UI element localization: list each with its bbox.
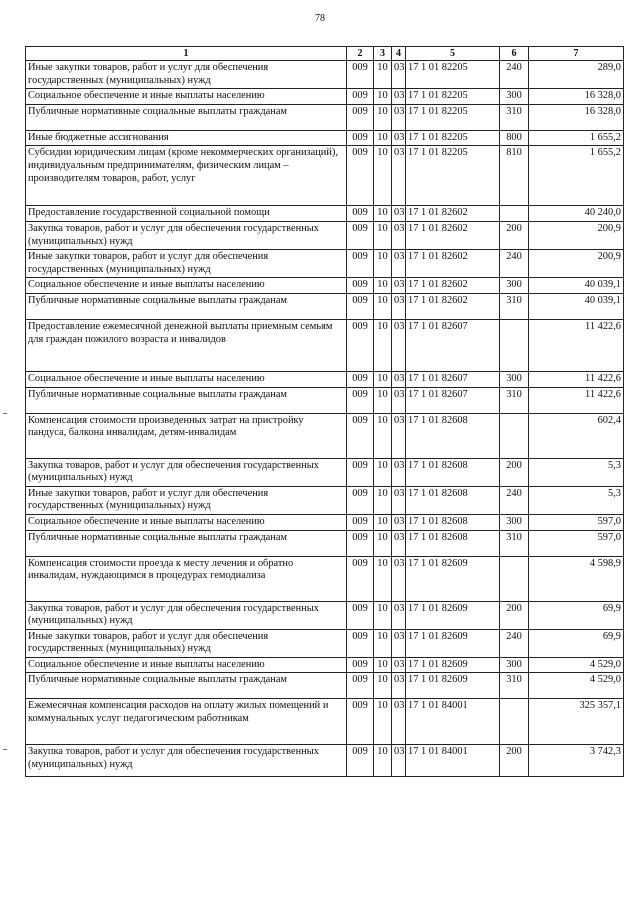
cell-subsection: 03	[392, 486, 406, 514]
cell-description: Социальное обеспечение и иные выплаты населению	[26, 657, 347, 673]
cell-target-article: 17 1 01 82608	[406, 530, 500, 556]
scan-mark	[3, 749, 7, 750]
cell-amount: 5,3	[529, 458, 624, 486]
cell-section: 10	[374, 206, 392, 222]
cell-admin-code: 009	[347, 221, 374, 249]
cell-expense-type: 240	[500, 61, 529, 89]
cell-subsection: 03	[392, 673, 406, 699]
header-col-1: 1	[26, 47, 347, 61]
cell-amount: 1 655,2	[529, 146, 624, 206]
table-row	[26, 250, 624, 278]
cell-amount: 40 240,0	[529, 206, 624, 222]
cell-subsection: 03	[392, 514, 406, 530]
cell-amount: 69,9	[529, 601, 624, 629]
cell-amount: 11 422,6	[529, 371, 624, 387]
cell-amount: 200,9	[529, 250, 624, 278]
cell-expense-type: 240	[500, 629, 529, 657]
table-row	[26, 514, 624, 530]
cell-section: 10	[374, 387, 392, 413]
table-row	[26, 206, 624, 222]
table-row	[26, 371, 624, 387]
cell-admin-code: 009	[347, 514, 374, 530]
cell-expense-type: 300	[500, 514, 529, 530]
cell-target-article: 17 1 01 82602	[406, 278, 500, 294]
header-col-4: 4	[392, 47, 406, 61]
cell-admin-code: 009	[347, 413, 374, 458]
cell-target-article: 17 1 01 82609	[406, 556, 500, 601]
cell-section: 10	[374, 699, 392, 745]
cell-amount: 1 655,2	[529, 130, 624, 146]
header-col-6: 6	[500, 47, 529, 61]
cell-amount: 11 422,6	[529, 387, 624, 413]
cell-description: Иные закупки товаров, работ и услуг для обеспечения государственных (муниципальных) нужд	[26, 629, 347, 657]
cell-target-article: 17 1 01 82607	[406, 387, 500, 413]
cell-amount: 289,0	[529, 61, 624, 89]
cell-expense-type: 310	[500, 104, 529, 130]
cell-description: Публичные нормативные социальные выплаты гражданам	[26, 104, 347, 130]
cell-description: Социальное обеспечение и иные выплаты населению	[26, 514, 347, 530]
cell-admin-code: 009	[347, 61, 374, 89]
cell-section: 10	[374, 486, 392, 514]
cell-amount: 5,3	[529, 486, 624, 514]
cell-section: 10	[374, 514, 392, 530]
cell-section: 10	[374, 673, 392, 699]
table-row	[26, 699, 624, 745]
cell-expense-type: 200	[500, 221, 529, 249]
cell-target-article: 17 1 01 82609	[406, 601, 500, 629]
cell-admin-code: 009	[347, 146, 374, 206]
cell-description: Иные закупки товаров, работ и услуг для обеспечения государственных (муниципальных) нужд	[26, 61, 347, 89]
page-number: 78	[315, 13, 325, 24]
cell-description: Иные бюджетные ассигнования	[26, 130, 347, 146]
cell-subsection: 03	[392, 250, 406, 278]
cell-subsection: 03	[392, 61, 406, 89]
cell-section: 10	[374, 601, 392, 629]
cell-admin-code: 009	[347, 458, 374, 486]
cell-admin-code: 009	[347, 250, 374, 278]
cell-target-article: 17 1 01 82602	[406, 206, 500, 222]
cell-target-article: 17 1 01 82205	[406, 130, 500, 146]
cell-subsection: 03	[392, 130, 406, 146]
cell-target-article: 17 1 01 82608	[406, 514, 500, 530]
table-row	[26, 293, 624, 319]
table-row	[26, 530, 624, 556]
cell-target-article: 17 1 01 82602	[406, 293, 500, 319]
cell-amount: 3 742,3	[529, 745, 624, 777]
table-row	[26, 657, 624, 673]
cell-description: Компенсация стоимости проезда к месту лечения и обратно инвалидам, нуждающимся в процедурах гемодиализа	[26, 556, 347, 601]
cell-subsection: 03	[392, 371, 406, 387]
cell-admin-code: 009	[347, 657, 374, 673]
table-row	[26, 556, 624, 601]
cell-section: 10	[374, 745, 392, 777]
cell-expense-type	[500, 413, 529, 458]
cell-description: Иные закупки товаров, работ и услуг для обеспечения государственных (муниципальных) нужд	[26, 486, 347, 514]
table-row	[26, 61, 624, 89]
cell-description: Публичные нормативные социальные выплаты гражданам	[26, 387, 347, 413]
header-row	[26, 47, 624, 61]
cell-expense-type: 200	[500, 458, 529, 486]
cell-section: 10	[374, 657, 392, 673]
table-row	[26, 673, 624, 699]
cell-expense-type: 200	[500, 601, 529, 629]
cell-amount: 16 328,0	[529, 104, 624, 130]
cell-amount: 325 357,1	[529, 699, 624, 745]
cell-target-article: 17 1 01 82205	[406, 104, 500, 130]
cell-subsection: 03	[392, 387, 406, 413]
cell-description: Закупка товаров, работ и услуг для обеспечения государственных (муниципальных) нужд	[26, 458, 347, 486]
cell-subsection: 03	[392, 278, 406, 294]
header-col-5: 5	[406, 47, 500, 61]
table-row	[26, 221, 624, 249]
table-row	[26, 387, 624, 413]
cell-target-article: 17 1 01 82608	[406, 458, 500, 486]
cell-subsection: 03	[392, 413, 406, 458]
cell-description: Публичные нормативные социальные выплаты гражданам	[26, 530, 347, 556]
cell-subsection: 03	[392, 530, 406, 556]
table-row	[26, 486, 624, 514]
table-row	[26, 89, 624, 105]
cell-section: 10	[374, 293, 392, 319]
cell-amount: 69,9	[529, 629, 624, 657]
cell-expense-type: 300	[500, 89, 529, 105]
table-body	[26, 61, 624, 777]
cell-admin-code: 009	[347, 293, 374, 319]
cell-expense-type	[500, 206, 529, 222]
cell-expense-type: 310	[500, 530, 529, 556]
cell-subsection: 03	[392, 629, 406, 657]
cell-admin-code: 009	[347, 601, 374, 629]
cell-section: 10	[374, 629, 392, 657]
cell-section: 10	[374, 104, 392, 130]
cell-expense-type: 300	[500, 278, 529, 294]
cell-target-article: 17 1 01 82608	[406, 486, 500, 514]
cell-target-article: 17 1 01 82602	[406, 221, 500, 249]
scan-mark	[3, 413, 7, 414]
cell-admin-code: 009	[347, 530, 374, 556]
cell-admin-code: 009	[347, 486, 374, 514]
cell-subsection: 03	[392, 699, 406, 745]
table-row	[26, 130, 624, 146]
cell-subsection: 03	[392, 745, 406, 777]
cell-subsection: 03	[392, 601, 406, 629]
cell-admin-code: 009	[347, 206, 374, 222]
cell-section: 10	[374, 458, 392, 486]
cell-amount: 11 422,6	[529, 319, 624, 371]
table-row	[26, 458, 624, 486]
cell-target-article: 17 1 01 82608	[406, 413, 500, 458]
cell-expense-type: 310	[500, 293, 529, 319]
cell-target-article: 17 1 01 82609	[406, 657, 500, 673]
cell-description: Предоставление ежемесячной денежной выплаты приемным семьям для граждан пожилого возраста и инвалидов	[26, 319, 347, 371]
cell-admin-code: 009	[347, 319, 374, 371]
cell-section: 10	[374, 556, 392, 601]
cell-expense-type: 200	[500, 745, 529, 777]
cell-expense-type: 810	[500, 146, 529, 206]
cell-target-article: 17 1 01 82205	[406, 146, 500, 206]
cell-subsection: 03	[392, 293, 406, 319]
cell-subsection: 03	[392, 458, 406, 486]
cell-description: Закупка товаров, работ и услуг для обеспечения государственных (муниципальных) нужд	[26, 745, 347, 777]
cell-admin-code: 009	[347, 745, 374, 777]
cell-section: 10	[374, 319, 392, 371]
cell-description: Закупка товаров, работ и услуг для обеспечения государственных (муниципальных) нужд	[26, 601, 347, 629]
cell-section: 10	[374, 130, 392, 146]
header-col-3: 3	[374, 47, 392, 61]
cell-target-article: 17 1 01 82602	[406, 250, 500, 278]
cell-expense-type: 310	[500, 673, 529, 699]
cell-expense-type	[500, 556, 529, 601]
cell-description: Иные закупки товаров, работ и услуг для обеспечения государственных (муниципальных) нужд	[26, 250, 347, 278]
cell-section: 10	[374, 371, 392, 387]
cell-description: Ежемесячная компенсация расходов на оплату жилых помещений и коммунальных услуг педагогическим работникам	[26, 699, 347, 745]
cell-amount: 4 529,0	[529, 673, 624, 699]
cell-description: Субсидии юридическим лицам (кроме некоммерческих организаций), индивидуальным предпринимателям, физическим лицам – производителям товаров, работ, услуг	[26, 146, 347, 206]
cell-description: Социальное обеспечение и иные выплаты населению	[26, 89, 347, 105]
cell-description: Социальное обеспечение и иные выплаты населению	[26, 278, 347, 294]
table-row	[26, 413, 624, 458]
cell-expense-type: 300	[500, 371, 529, 387]
cell-section: 10	[374, 278, 392, 294]
cell-section: 10	[374, 530, 392, 556]
cell-amount: 40 039,1	[529, 293, 624, 319]
cell-section: 10	[374, 250, 392, 278]
cell-amount: 602,4	[529, 413, 624, 458]
cell-description: Предоставление государственной социальной помощи	[26, 206, 347, 222]
cell-target-article: 17 1 01 82607	[406, 371, 500, 387]
cell-amount: 597,0	[529, 530, 624, 556]
cell-admin-code: 009	[347, 387, 374, 413]
cell-expense-type: 800	[500, 130, 529, 146]
cell-amount: 4 529,0	[529, 657, 624, 673]
cell-target-article: 17 1 01 84001	[406, 699, 500, 745]
table-row	[26, 278, 624, 294]
cell-description: Закупка товаров, работ и услуг для обеспечения государственных (муниципальных) нужд	[26, 221, 347, 249]
table-row	[26, 629, 624, 657]
cell-target-article: 17 1 01 82607	[406, 319, 500, 371]
cell-admin-code: 009	[347, 278, 374, 294]
cell-section: 10	[374, 221, 392, 249]
cell-target-article: 17 1 01 82609	[406, 629, 500, 657]
cell-subsection: 03	[392, 221, 406, 249]
header-col-2: 2	[347, 47, 374, 61]
cell-description: Компенсация стоимости произведенных затрат на пристройку пандуса, балкона инвалидам, детям-инвалидам	[26, 413, 347, 458]
table-row	[26, 319, 624, 371]
cell-description: Публичные нормативные социальные выплаты гражданам	[26, 673, 347, 699]
cell-section: 10	[374, 89, 392, 105]
cell-admin-code: 009	[347, 89, 374, 105]
cell-subsection: 03	[392, 206, 406, 222]
cell-expense-type: 300	[500, 657, 529, 673]
cell-expense-type: 240	[500, 250, 529, 278]
cell-amount: 16 328,0	[529, 89, 624, 105]
cell-admin-code: 009	[347, 104, 374, 130]
cell-amount: 4 598,9	[529, 556, 624, 601]
cell-section: 10	[374, 413, 392, 458]
cell-expense-type	[500, 319, 529, 371]
budget-table	[25, 46, 624, 777]
cell-subsection: 03	[392, 657, 406, 673]
cell-section: 10	[374, 61, 392, 89]
cell-target-article: 17 1 01 84001	[406, 745, 500, 777]
cell-admin-code: 009	[347, 629, 374, 657]
table-row	[26, 745, 624, 777]
cell-amount: 597,0	[529, 514, 624, 530]
cell-amount: 40 039,1	[529, 278, 624, 294]
cell-target-article: 17 1 01 82609	[406, 673, 500, 699]
header-col-7: 7	[529, 47, 624, 61]
cell-target-article: 17 1 01 82205	[406, 89, 500, 105]
cell-description: Публичные нормативные социальные выплаты гражданам	[26, 293, 347, 319]
cell-admin-code: 009	[347, 371, 374, 387]
cell-subsection: 03	[392, 104, 406, 130]
cell-expense-type: 240	[500, 486, 529, 514]
table-row	[26, 601, 624, 629]
cell-admin-code: 009	[347, 130, 374, 146]
cell-description: Социальное обеспечение и иные выплаты населению	[26, 371, 347, 387]
cell-admin-code: 009	[347, 673, 374, 699]
cell-admin-code: 009	[347, 699, 374, 745]
cell-target-article: 17 1 01 82205	[406, 61, 500, 89]
table-row	[26, 146, 624, 206]
cell-subsection: 03	[392, 146, 406, 206]
table-row	[26, 104, 624, 130]
cell-section: 10	[374, 146, 392, 206]
cell-subsection: 03	[392, 319, 406, 371]
cell-admin-code: 009	[347, 556, 374, 601]
cell-subsection: 03	[392, 556, 406, 601]
cell-amount: 200,9	[529, 221, 624, 249]
cell-expense-type: 310	[500, 387, 529, 413]
cell-subsection: 03	[392, 89, 406, 105]
cell-expense-type	[500, 699, 529, 745]
